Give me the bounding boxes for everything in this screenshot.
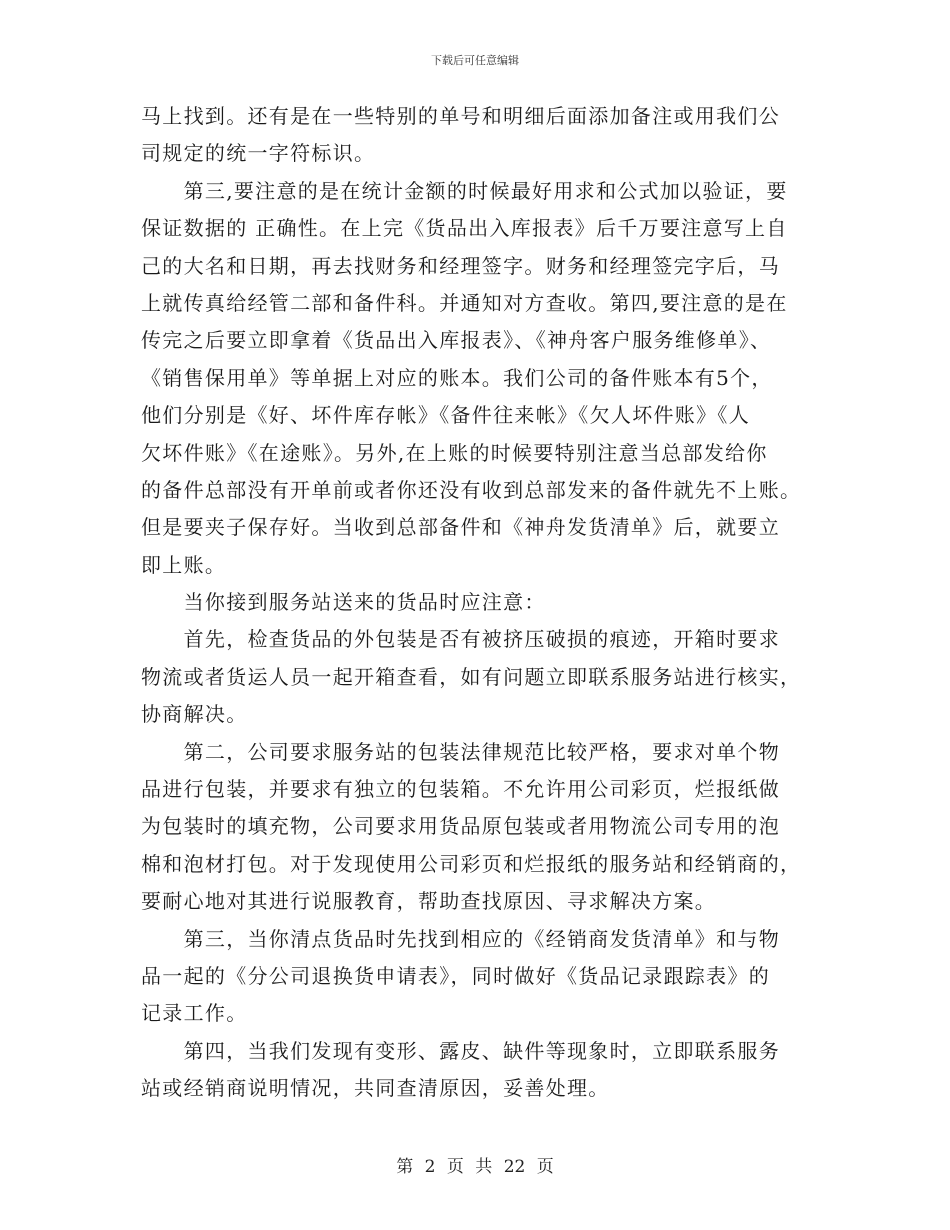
text-line: 第三，当你清点货品时先找到相应的《经销商发货清单》和与物 bbox=[141, 926, 780, 951]
text-line: 的备件总部没有开单前或者你还没有收到总部发来的备件就先不上账。 bbox=[141, 477, 802, 502]
text-line: 当你接到服务站送来的货品时应注意： bbox=[141, 590, 546, 615]
text-line: 棉和泡材打包。对于发现使用公司彩页和烂报纸的服务站和经销商的， bbox=[141, 851, 802, 876]
text-line: 协商解决。 bbox=[141, 702, 248, 727]
text-line: 品进行包装，并要求有独立的包装箱。不允许用公司彩页，烂报纸做 bbox=[141, 777, 780, 802]
text-line: 第三,要注意的是在统计金额的时候最好用求和公式加以验证，要 bbox=[141, 178, 788, 203]
text-line: 己的大名和日期，再去找财务和经理签字。财务和经理签完字后，马 bbox=[141, 253, 780, 278]
text-line: 司规定的统一字符标识。 bbox=[141, 141, 376, 166]
text-line: 《销售保用单》等单据上对应的账本。我们公司的备件账本有5个， bbox=[141, 365, 773, 390]
text-line: 物流或者货运人员一起开箱查看，如有问题立即联系服务站进行核实， bbox=[141, 664, 802, 689]
text-line: 即上账。 bbox=[141, 552, 227, 577]
text-line: 站或经销商说明情况，共同查清原因，妥善处理。 bbox=[141, 1076, 610, 1101]
text-line: 马上找到。还有是在一些特别的单号和明细后面添加备注或用我们公 bbox=[141, 104, 780, 128]
text-line: 传完之后要立即拿着《货品出入库报表》、《神舟客户服务维修单》、 bbox=[141, 328, 772, 353]
text-line: 欠坏件账》《在途账》。另外,在上账的时候要特别注意当总部发给你 bbox=[141, 440, 768, 465]
text-line: 品一起的《分公司退换货申请表》，同时做好《货品记录跟踪表》的 bbox=[141, 963, 770, 988]
page-number-footer: 第 2 页 共 22 页 bbox=[396, 1157, 554, 1177]
text-line: 但是要夹子保存好。当收到总部备件和《神舟发货清单》后，就要立 bbox=[141, 515, 780, 540]
text-line: 第二，公司要求服务站的包装法律规范比较严格，要求对单个物 bbox=[141, 739, 780, 764]
text-line: 保证数据的 正确性。在上完《货品出入库报表》后千万要注意写上自 bbox=[141, 216, 788, 241]
text-line: 为包装时的填充物，公司要求用货品原包装或者用物流公司专用的泡 bbox=[141, 814, 780, 839]
text-line: 首先，检查货品的外包装是否有被挤压破损的痕迹，开箱时要求 bbox=[141, 627, 780, 652]
text-line: 要耐心地对其进行说服教育，帮助查找原因、寻求解决方案。 bbox=[141, 889, 717, 914]
text-line: 他们分别是《好、坏件库存帐》《备件往来帐》《欠人坏件账》《人 bbox=[141, 403, 750, 428]
text-line: 记录工作。 bbox=[141, 1001, 248, 1026]
text-line: 第四，当我们发现有变形、露皮、缺件等现象时，立即联系服务 bbox=[141, 1038, 780, 1063]
text-line: 上就传真给经管二部和备件科。并通知对方查收。第四,要注意的是在 bbox=[141, 290, 788, 315]
document-body bbox=[141, 98, 811, 1108]
page-header: 下载后可任意编辑 bbox=[431, 54, 519, 67]
